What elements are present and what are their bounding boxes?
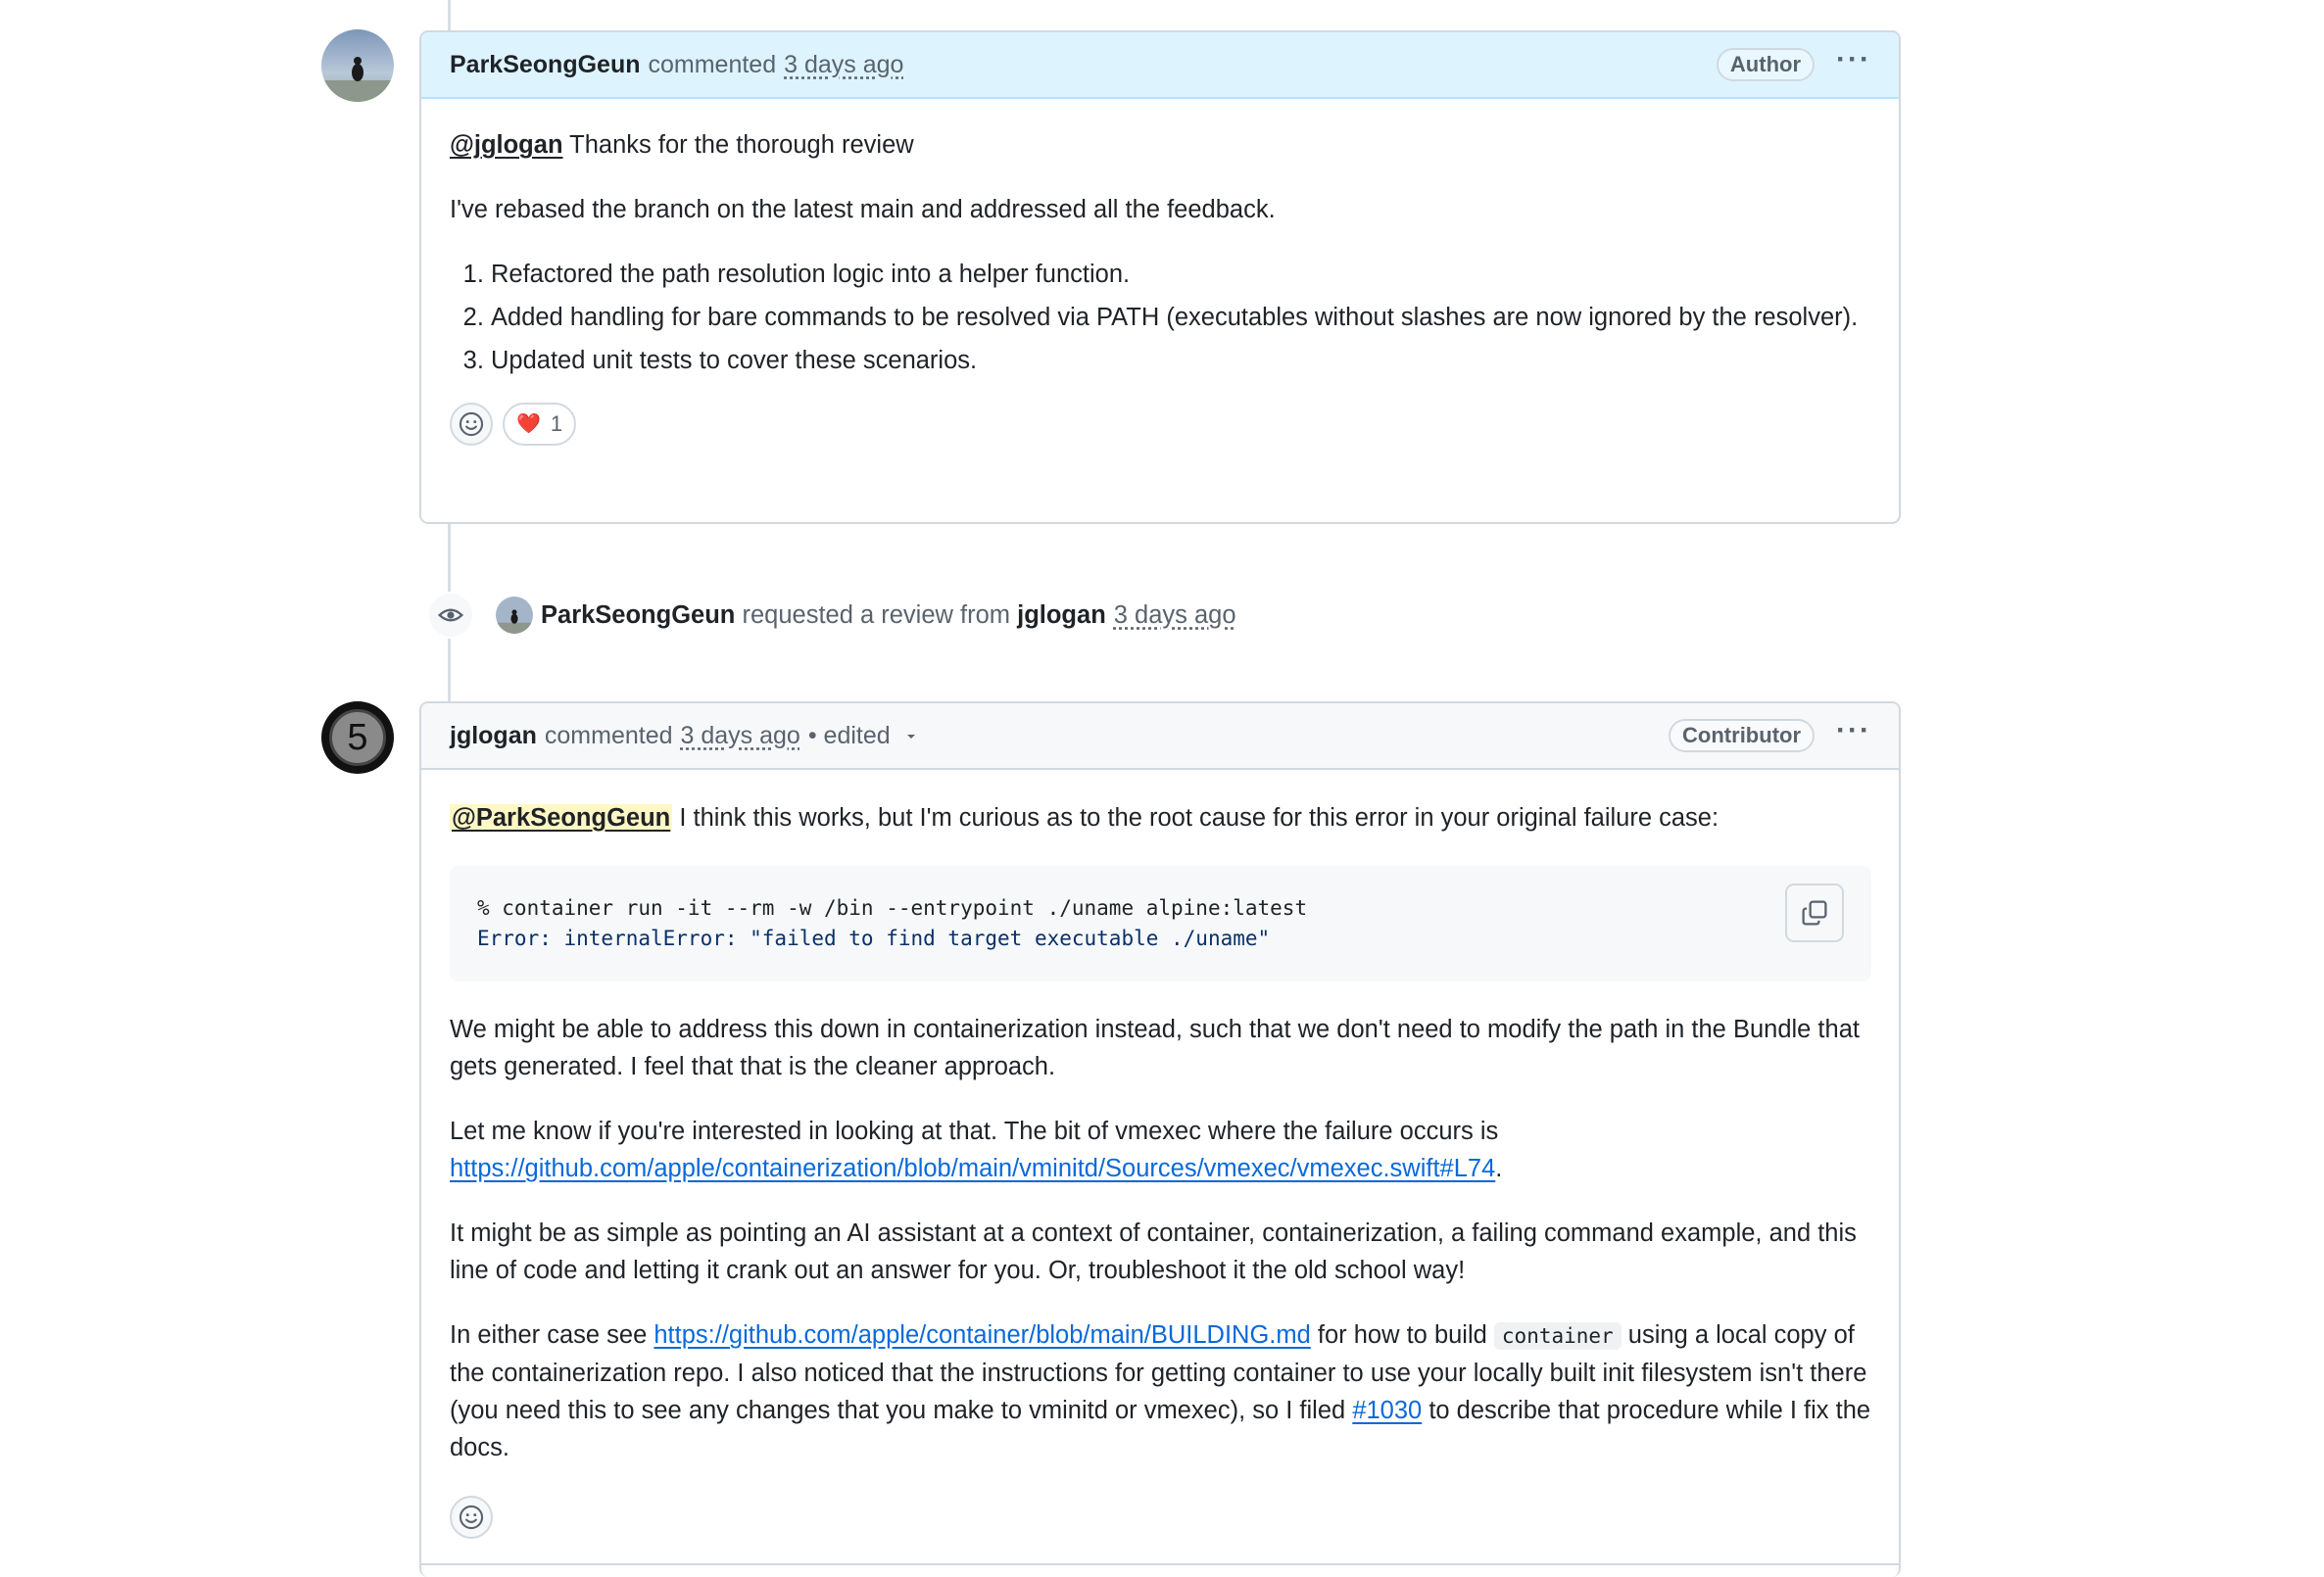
event-text: requested a review from: [735, 600, 1018, 629]
comment-text: Let me know if you're interested in looking at that. The bit of vmexec where the failure occurs is: [450, 1118, 1499, 1145]
vmexec-source-link[interactable]: https://github.com/apple/containerization/blob/main/vminitd/Sources/vmexec/vmexec.swift#L74: [450, 1155, 1496, 1182]
code-block: [450, 866, 1871, 981]
avatar-parkseonggeun[interactable]: [321, 29, 394, 102]
review-request-event: [427, 586, 1236, 645]
smiley-icon: [459, 1505, 484, 1530]
comment-paragraph: I've rebased the branch on the latest main and addressed all the feedback.: [450, 196, 1276, 223]
reactions-bar: [450, 403, 1871, 446]
contributor-badge: Contributor: [1669, 719, 1815, 752]
inline-code: container: [1494, 1322, 1622, 1350]
event-timestamp[interactable]: 3 days ago: [1113, 600, 1236, 629]
issue-link[interactable]: #1030: [1352, 1397, 1423, 1424]
avatar-photo-icon: [321, 29, 394, 102]
comment-text: to describe that procedure while I fix the docs.: [450, 1397, 1871, 1461]
comment-action: commented: [544, 721, 673, 749]
list-item: 1. Refactored the path resolution logic into a helper function.: [491, 256, 1871, 293]
comment-header: [421, 32, 1899, 99]
edited-dropdown[interactable]: [808, 722, 919, 750]
avatar-digit: 5: [347, 717, 368, 758]
copy-button[interactable]: [1785, 884, 1844, 942]
comment-text: I think this works, but I'm curious as to the root cause for this error in your original failure case:: [672, 804, 1719, 832]
comment-body: [421, 126, 1899, 446]
comment-card: [419, 30, 1901, 524]
heart-icon: ❤️: [516, 413, 541, 435]
comment-text: .: [1495, 1155, 1503, 1182]
event-actor[interactable]: ParkSeongGeun: [541, 600, 736, 629]
smiley-icon: [459, 411, 484, 437]
list-item: 2. Added handling for bare commands to be resolved via PATH (executables without slashes are now ignored by the resolver).: [491, 299, 1871, 336]
avatar-jglogan[interactable]: [321, 701, 394, 774]
add-reaction-button[interactable]: [450, 403, 493, 446]
comment-bottom-border: [419, 1563, 1901, 1565]
reactions-bar: [450, 1496, 1871, 1539]
eye-icon: [427, 592, 474, 639]
comment-card: [419, 701, 1901, 1577]
comment-action: commented: [648, 50, 777, 78]
code-line: Error: internalError: "failed to find target executable ./uname": [477, 927, 1271, 950]
comment-body: [421, 799, 1899, 1539]
kebab-menu-button[interactable]: ···: [1836, 714, 1871, 746]
kebab-menu-button[interactable]: ···: [1836, 43, 1871, 75]
heart-reaction-button[interactable]: [503, 403, 576, 446]
mention-link[interactable]: @ParkSeongGeun: [452, 804, 671, 832]
reaction-count: 1: [550, 411, 563, 436]
edited-label: • edited: [807, 721, 891, 749]
comment-text: using a local copy of the containerization repo. I also noticed that the instructions for getting container to use your locally built init filesystem isn't there (you need this to see any changes that you make to vminitd or vmexec), so I filed: [450, 1321, 1867, 1424]
list-item: 3. Updated unit tests to cover these scenarios.: [491, 342, 1871, 379]
comment-text: for how to build: [1310, 1321, 1494, 1349]
comment-text: Thanks for the thorough review: [562, 131, 914, 159]
event-target[interactable]: jglogan: [1017, 600, 1106, 629]
comment-paragraph: We might be able to address this down in containerization instead, such that we don't need to modify the path in the Bundle that gets generated. I feel that that is the cleaner approach.: [450, 1016, 1860, 1080]
changes-list: [450, 256, 1871, 379]
author-badge: Author: [1717, 48, 1815, 81]
comment-author[interactable]: ParkSeongGeun: [450, 50, 641, 78]
comment-header: [421, 703, 1899, 770]
mention-link[interactable]: @jglogan: [450, 131, 563, 159]
caret-down-icon: [903, 729, 919, 744]
comment-timestamp[interactable]: 3 days ago: [784, 50, 904, 78]
comment-author[interactable]: jglogan: [450, 721, 537, 749]
code-line: % container run -it --rm -w /bin --entrypoint ./uname alpine:latest: [477, 896, 1308, 920]
building-doc-link[interactable]: https://github.com/apple/container/blob/main/BUILDING.md: [654, 1321, 1311, 1349]
comment-text: In either case see: [450, 1321, 654, 1349]
add-reaction-button[interactable]: [450, 1496, 493, 1539]
comment-paragraph: It might be as simple as pointing an AI assistant at a context of container, containerization, a failing command example, and this line of code and letting it crank out an answer for you. Or, troubleshoot it the old school way!: [450, 1219, 1857, 1284]
event-actor-avatar[interactable]: [496, 597, 533, 634]
copy-icon: [1801, 899, 1828, 927]
comment-timestamp[interactable]: 3 days ago: [680, 721, 800, 749]
